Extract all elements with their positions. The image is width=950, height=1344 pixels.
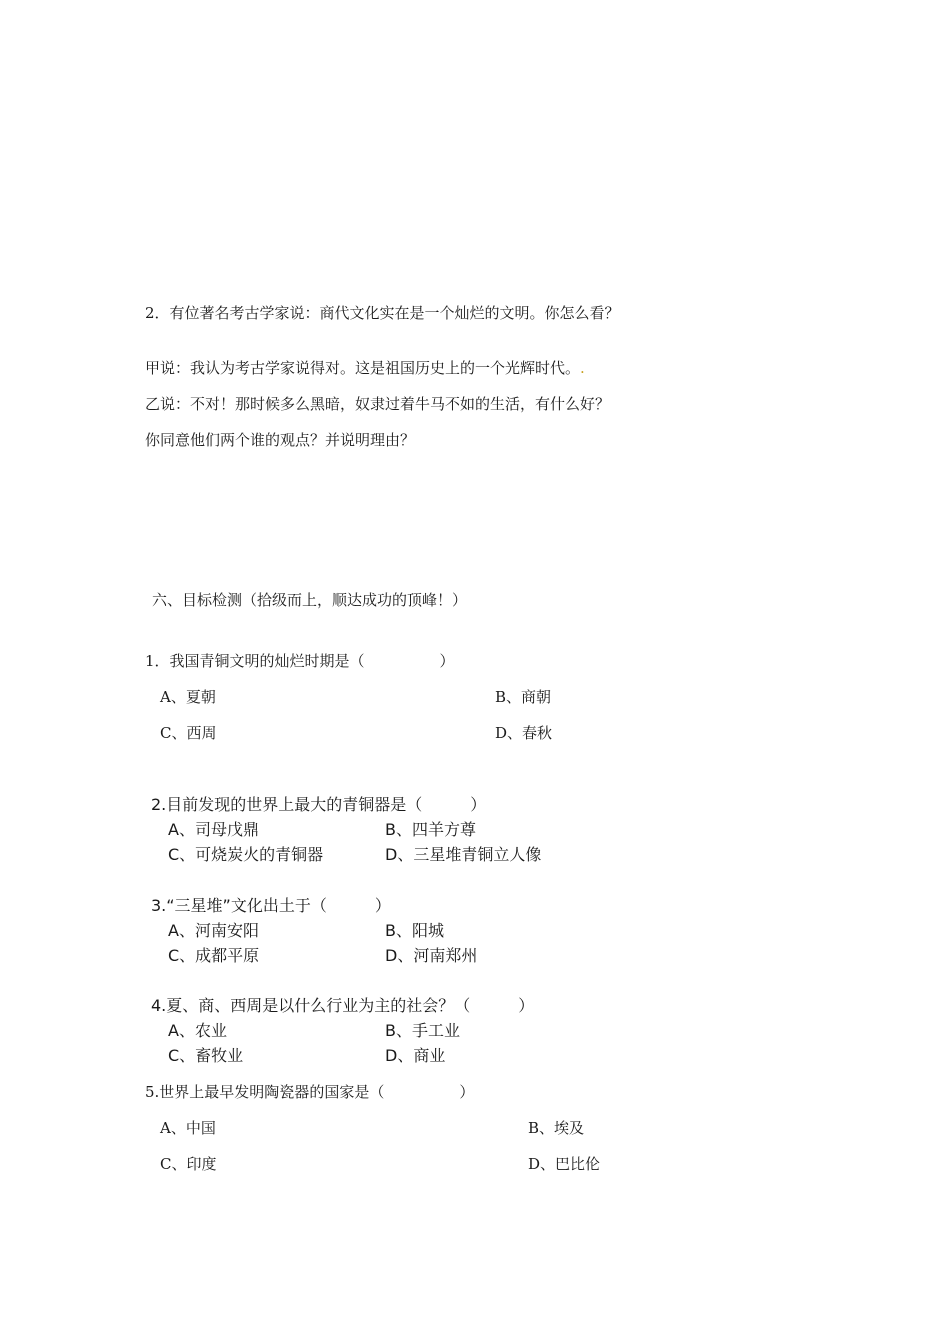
- option-c: C、西周: [160, 724, 217, 742]
- question-stem: 3.“三星堆”文化出土于（ ）: [151, 896, 391, 915]
- option-d: D、春秋: [495, 724, 553, 742]
- option-c: C、成都平原: [168, 946, 260, 965]
- option-a: A、夏朝: [160, 688, 216, 706]
- option-a: A、河南安阳: [168, 921, 259, 940]
- option-d: D、河南郑州: [385, 946, 478, 965]
- option-a: A、农业: [168, 1021, 227, 1040]
- question-stem: 5.世界上最早发明陶瓷器的国家是（ ）: [145, 1083, 475, 1101]
- opinion-yi: 乙说：不对！那时候多么黑暗，奴隶过着牛马不如的生活，有什么好？: [145, 395, 611, 413]
- option-b: B、商朝: [495, 688, 552, 706]
- opinion-jia-text: 甲说：我认为考古学家说得对。这是祖国历史上的一个光辉时代。: [145, 359, 581, 377]
- option-b: B、埃及: [528, 1119, 585, 1137]
- opinion-jia-mark: .: [580, 359, 585, 377]
- section-title: 六、目标检测（拾级而上，顺达成功的顶峰！）: [152, 591, 468, 609]
- question-stem: 4.夏、商、西周是以什么行业为主的社会？（ ）: [151, 996, 535, 1015]
- option-a: A、中国: [160, 1119, 216, 1137]
- option-b: B、手工业: [385, 1021, 460, 1040]
- option-b: B、阳城: [385, 921, 444, 940]
- option-d: D、巴比伦: [528, 1155, 601, 1173]
- option-d: D、商业: [385, 1046, 446, 1065]
- question-stem: 2.目前发现的世界上最大的青铜器是（ ）: [151, 795, 487, 814]
- opinion-jia: [145, 358, 585, 378]
- discussion-question: 2．有位著名考古学家说：商代文化实在是一个灿烂的文明。你怎么看？: [145, 304, 620, 322]
- discussion-prompt: 你同意他们两个谁的观点？并说明理由？: [145, 431, 416, 449]
- option-a: A、司母戊鼎: [168, 820, 259, 839]
- option-d: D、三星堆青铜立人像: [385, 845, 542, 864]
- option-c: C、印度: [160, 1155, 217, 1173]
- option-c: C、可烧炭火的青铜器: [168, 845, 324, 864]
- question-stem: 1．我国青铜文明的灿烂时期是（ ）: [145, 652, 455, 670]
- option-b: B、四羊方尊: [385, 820, 476, 839]
- option-c: C、畜牧业: [168, 1046, 244, 1065]
